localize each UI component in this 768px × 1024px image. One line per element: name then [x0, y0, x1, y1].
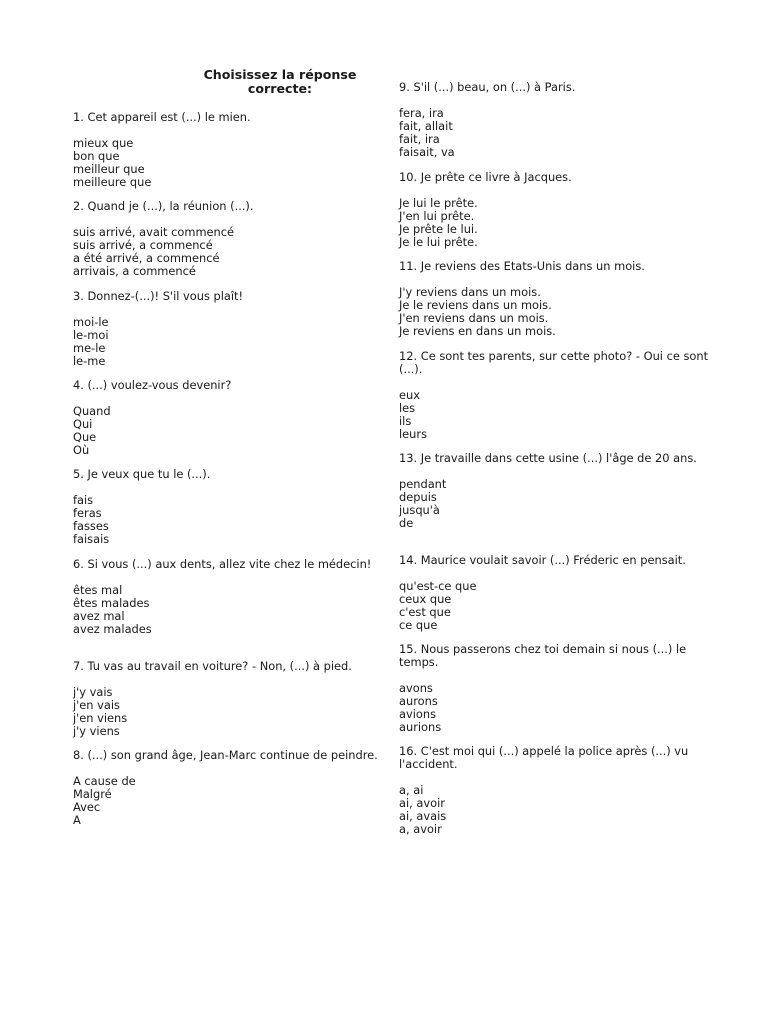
- answer-option: bon que: [73, 149, 120, 163]
- question-block: [73, 660, 385, 738]
- question-text: 6. Si vous (...) aux dents, allez vite chez le médecin!: [73, 557, 372, 571]
- answer-option: de: [399, 516, 414, 530]
- answer-option: fait, ira: [399, 132, 440, 146]
- answer-option: ai, avoir: [399, 796, 445, 810]
- question-block: [73, 749, 385, 827]
- answer-option: suis arrivé, avait commencé: [73, 225, 235, 239]
- answer-option: J'y reviens dans un mois.: [399, 285, 541, 299]
- answer-option: depuis: [399, 490, 437, 504]
- answer-option: les: [399, 401, 416, 415]
- answer-option: Je reviens en dans un mois.: [399, 324, 556, 338]
- question-block: [73, 290, 385, 368]
- question-text: 13. Je travaille dans cette usine (...) l'âge de 20 ans.: [399, 451, 697, 465]
- question-text: 15. Nous passerons chez toi demain si nous (...) le temps.: [399, 642, 687, 669]
- answer-option: A: [73, 813, 81, 827]
- answer-option: suis arrivé, a commencé: [73, 238, 213, 252]
- answer-option: Je le lui prête.: [399, 235, 478, 249]
- question-text: 5. Je veux que tu le (...).: [73, 467, 211, 481]
- answer-option: j'y viens: [73, 724, 120, 738]
- answer-option: meilleure que: [73, 175, 152, 189]
- question-block: [399, 452, 709, 530]
- answer-option: êtes malades: [73, 596, 150, 610]
- question-block: [399, 81, 709, 159]
- answer-option: fasses: [73, 519, 109, 533]
- answer-option: A cause de: [73, 774, 136, 788]
- question-block: [399, 554, 709, 632]
- answer-option: Quand: [73, 404, 111, 418]
- answer-option: arrivais, a commencé: [73, 264, 196, 278]
- answer-option: fait, allait: [399, 119, 453, 133]
- question-block: [73, 111, 385, 189]
- answer-option: leurs: [399, 427, 428, 441]
- question-block: [399, 171, 709, 249]
- answer-option: ceux que: [399, 592, 452, 606]
- answer-option: ce que: [399, 618, 438, 632]
- answer-option: Je le reviens dans un mois.: [399, 298, 552, 312]
- answer-option: Avec: [73, 800, 101, 814]
- answer-option: moi-le: [73, 315, 109, 329]
- answer-option: fera, ira: [399, 106, 444, 120]
- answer-option: meilleur que: [73, 162, 145, 176]
- question-text: 7. Tu vas au travail en voiture? - Non, (...) à pied.: [73, 659, 352, 673]
- question-block: [73, 200, 385, 278]
- answer-option: ai, avais: [399, 809, 447, 823]
- answer-option: c'est que: [399, 605, 451, 619]
- answer-option: j'en vais: [73, 698, 120, 712]
- question-block: [399, 745, 709, 836]
- question-text: 16. C'est moi qui (...) appelé la police après (...) vu l'accident.: [399, 744, 689, 771]
- answer-option: J'en lui prête.: [399, 209, 475, 223]
- answer-option: avons: [399, 681, 433, 695]
- answer-option: avez malades: [73, 622, 152, 636]
- answer-option: Je prête le lui.: [399, 222, 478, 236]
- question-text: 8. (...) son grand âge, Jean-Marc continue de peindre.: [73, 748, 378, 762]
- answer-option: j'y vais: [73, 685, 113, 699]
- question-block: [399, 643, 709, 734]
- answer-option: qu'est-ce que: [399, 579, 477, 593]
- answer-option: me-le: [73, 341, 106, 355]
- answer-option: ils: [399, 414, 412, 428]
- answer-option: Où: [73, 443, 90, 457]
- answer-option: mieux que: [73, 136, 134, 150]
- question-text: 1. Cet appareil est (...) le mien.: [73, 110, 251, 124]
- answer-option: le-moi: [73, 328, 109, 342]
- answer-option: a, ai: [399, 783, 424, 797]
- answer-option: J'en reviens dans un mois.: [399, 311, 549, 325]
- answer-option: Malgré: [73, 787, 112, 801]
- answer-option: a été arrivé, a commencé: [73, 251, 220, 265]
- question-block: [399, 350, 709, 441]
- question-text: 10. Je prête ce livre à Jacques.: [399, 170, 572, 184]
- question-text: 14. Maurice voulait savoir (...) Fréderic en pensait.: [399, 553, 686, 567]
- question-text: 11. Je reviens des Etats-Unis dans un mois.: [399, 259, 645, 273]
- question-block: [73, 558, 385, 636]
- answer-option: faisais: [73, 532, 110, 546]
- answer-option: j'en viens: [73, 711, 128, 725]
- answer-option: aurions: [399, 720, 442, 734]
- answer-option: aurons: [399, 694, 438, 708]
- question-text: 3. Donnez-(...)! S'il vous plaît!: [73, 289, 244, 303]
- question-block: [73, 468, 385, 546]
- answer-option: avez mal: [73, 609, 125, 623]
- question-block: [73, 379, 385, 457]
- answer-option: avions: [399, 707, 437, 721]
- answer-option: feras: [73, 506, 102, 520]
- question-text: 4. (...) voulez-vous devenir?: [73, 378, 232, 392]
- question-text: 12. Ce sont tes parents, sur cette photo? - Oui ce sont (...).: [399, 349, 709, 376]
- answer-option: jusqu'à: [399, 503, 440, 517]
- answer-option: Que: [73, 430, 97, 444]
- question-block: [399, 260, 709, 338]
- answer-option: pendant: [399, 477, 447, 491]
- answer-option: eux: [399, 388, 420, 402]
- question-text: 9. S'il (...) beau, on (...) à Paris.: [399, 80, 576, 94]
- question-text: 2. Quand je (...), la réunion (...).: [73, 199, 254, 213]
- answer-option: Qui: [73, 417, 93, 431]
- page-title: Choisissez la réponse correcte:: [203, 67, 357, 96]
- answer-option: êtes mal: [73, 583, 123, 597]
- answer-option: le-me: [73, 354, 106, 368]
- answer-option: Je lui le prête.: [399, 196, 478, 210]
- answer-option: faisait, va: [399, 145, 455, 159]
- answer-option: a, avoir: [399, 822, 442, 836]
- answer-option: fais: [73, 493, 94, 507]
